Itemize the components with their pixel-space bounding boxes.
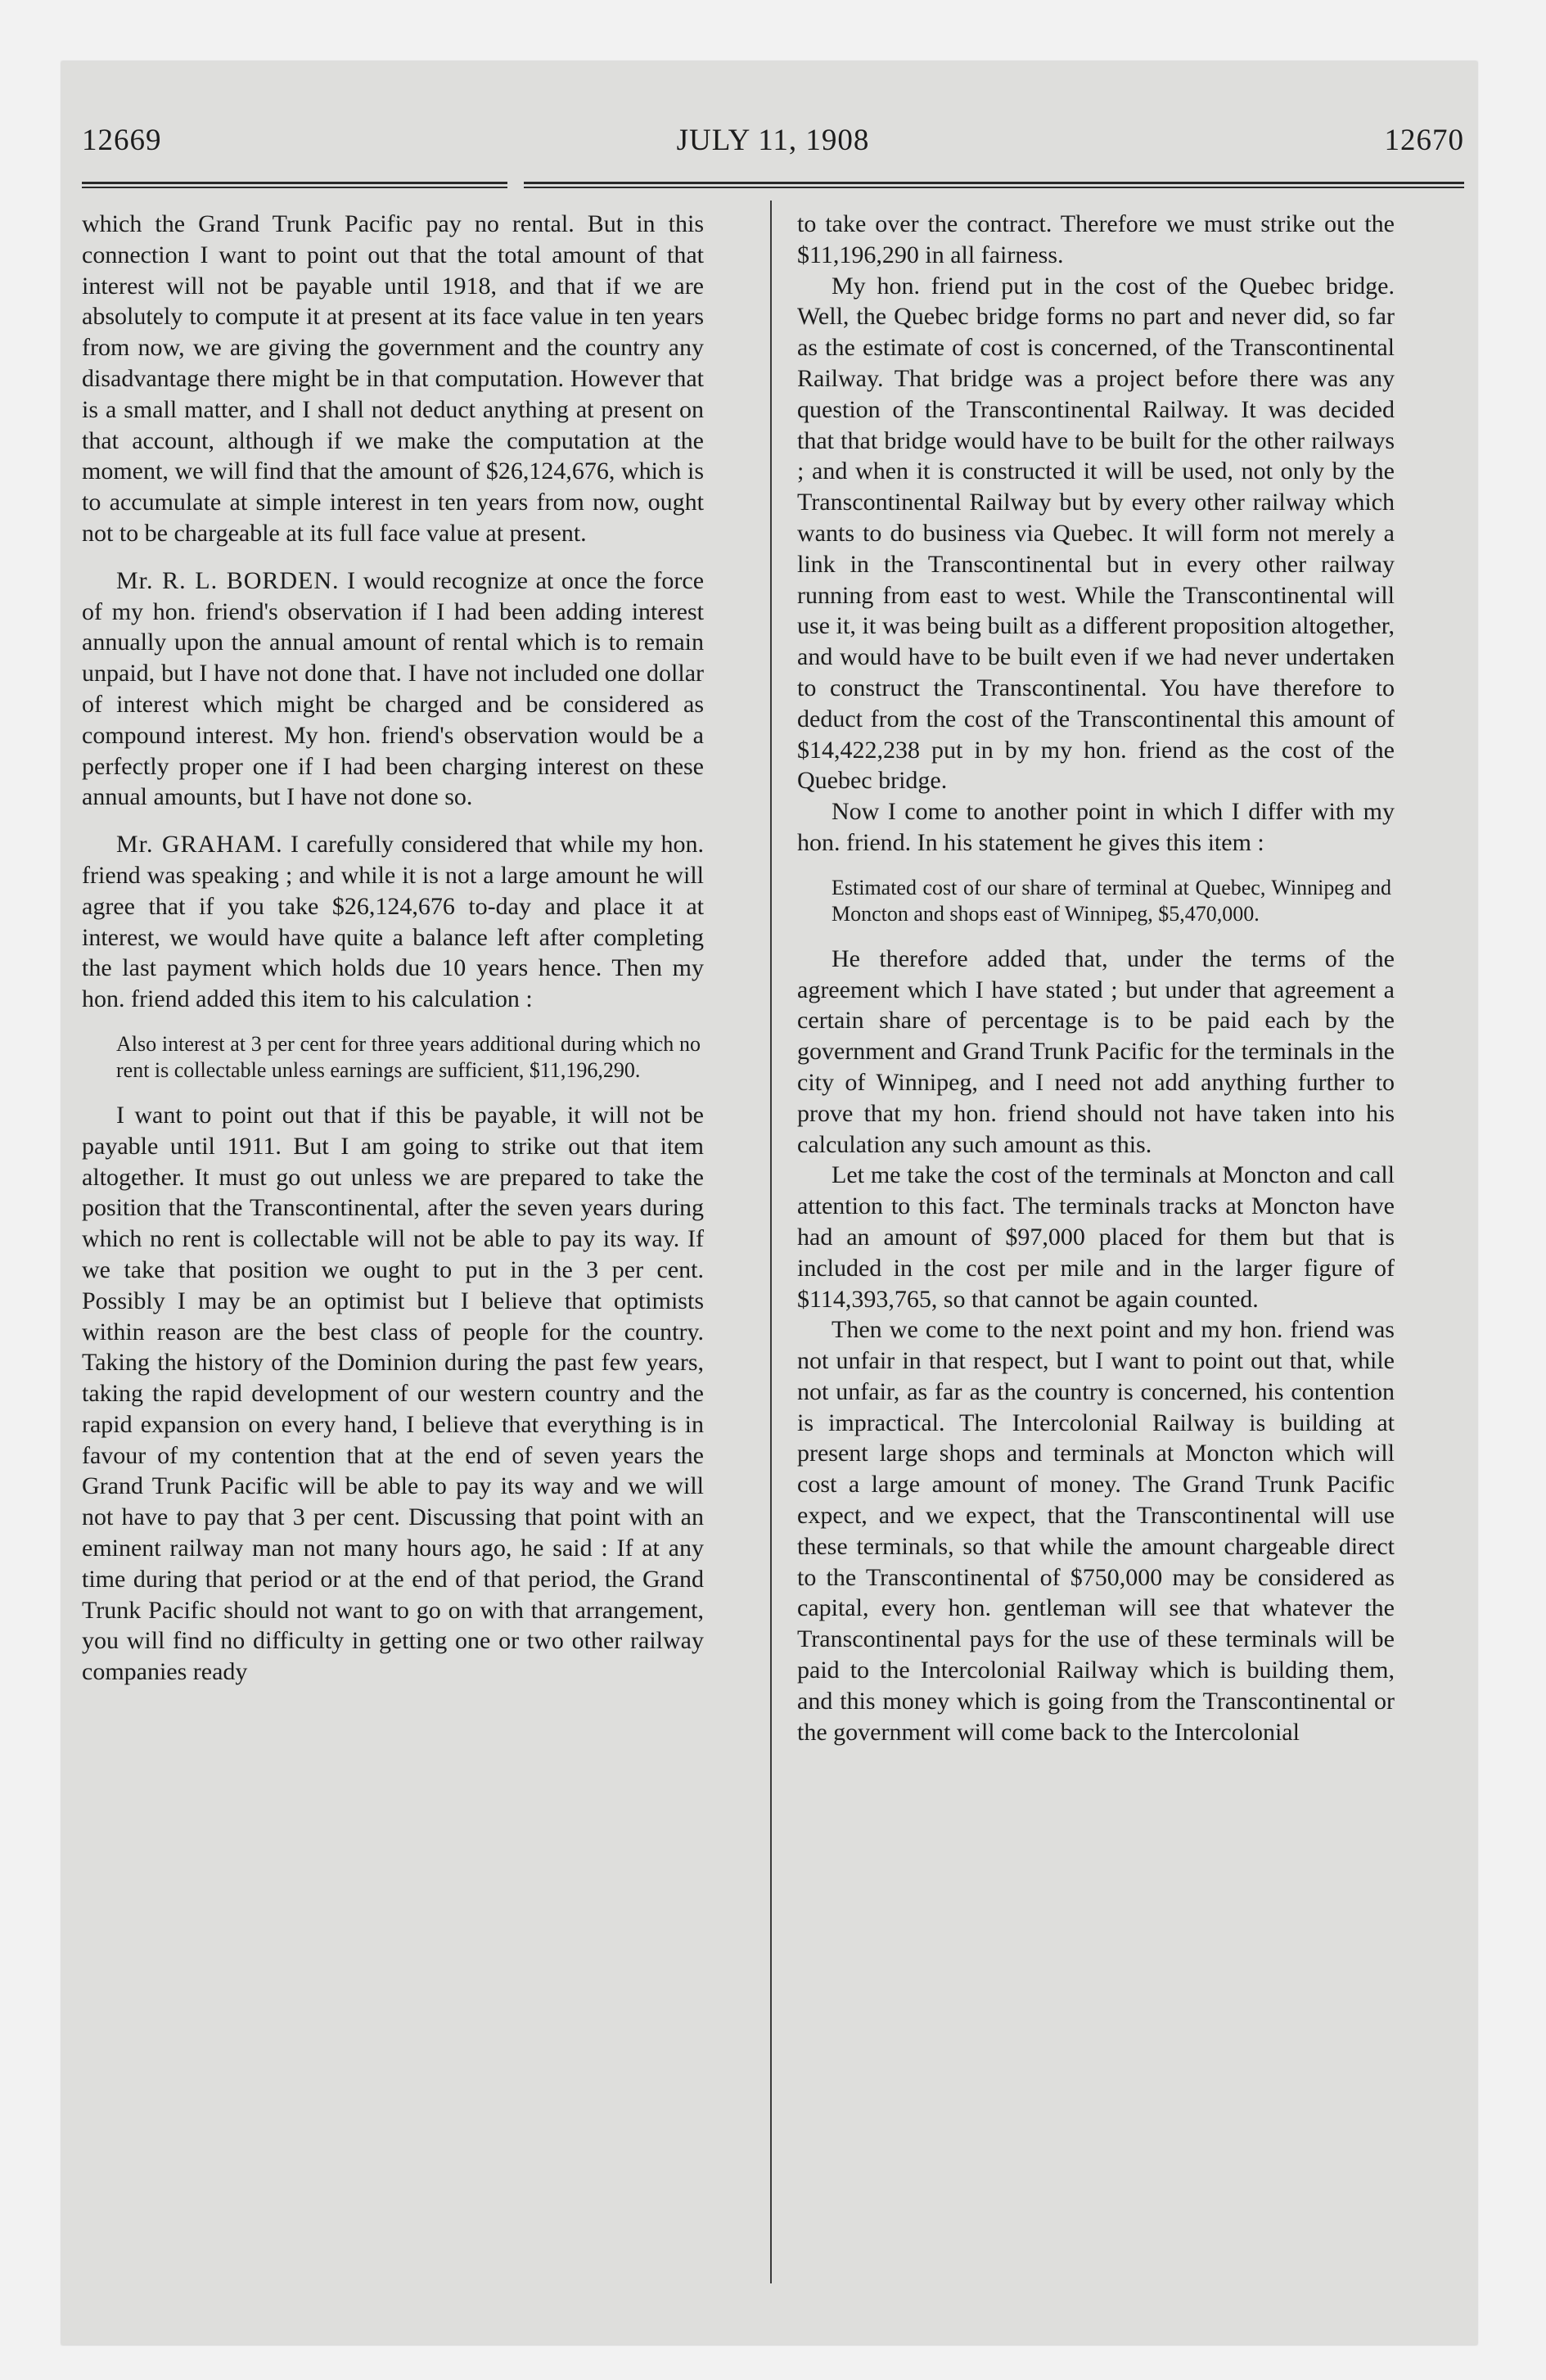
left-page-number: 12669 <box>82 124 162 157</box>
speech-borden <box>82 566 704 813</box>
right-column <box>797 209 1395 1747</box>
header-rule-right-thin <box>524 187 1464 188</box>
page-header <box>82 123 1464 172</box>
header-rule-left-thin <box>82 187 507 188</box>
quoted-item: Estimated cost of our share of terminal at Quebec, Winnipeg and Moncton and shops east of Winnipeg, $5,470,000. <box>832 875 1391 926</box>
column-divider <box>770 201 772 2283</box>
speech-graham <box>82 829 704 1015</box>
paragraph: He therefore added that, under the terms of the agreement which I have stated ; but under that agreement a certain share of percentage is to be paid each by the government and Grand Trunk Pacific for the terminals in the city of Winnipeg, and I need not add anything further to prove that my hon. friend should not have taken into his calculation any such amount as this. <box>797 944 1395 1158</box>
speaker-name: Mr. GRAHAM. <box>116 831 283 859</box>
paragraph: Then we come to the next point and my hon. friend was not unfair in that respect, but I want to point out that, while not unfair, as far as the country is concerned, his contention is impractical. The Intercolonial Railway is building at present large shops and terminals at Moncton which will cost a large amount of money. The Grand Trunk Pacific expect, and we expect, that the Transcontinental will use these terminals, so that while the amount chargeable direct to the Transcontinental of $750,000 may be considered as capital, every hon. gentleman will see that whatever the Transcontinental pays for the use of these terminals will be paid to the Intercolonial Railway which is building them, and this money which is going from the Transcontinental or the government will come back to the Intercolonial <box>797 1316 1395 1746</box>
paragraph: which the Grand Trunk Pacific pay no rental. But in this connection I want to point out that the total amount of that interest will not be payable until 1918, and that if we are absolutely to compute it at present at its face value in ten years from now, we are giving the government and the country any disadvantage there might be in that computation. However that is a small matter, and I shall not deduct anything at present on that account, although if we make the computation at the moment, we will find that the amount of $26,124,676, which is to accumulate at simple interest in ten years from now, ought not to be chargeable at its full face value at present. <box>82 210 704 547</box>
right-page-number: 12670 <box>1384 124 1464 157</box>
paragraph: I want to point out that if this be payable, it will not be payable until 1911. But I am going to strike out that item altogether. It must go out unless we are prepared to take the position that the Transcontinental, after the seven years during which no rent is collectable will not be able to pay its way. If we take that position we ought to put in the 3 per cent. Possibly I may be an optimist but I believe that optimists within reason are the best class of people for the country. Taking the history of the Dominion during the past few years, taking the rapid development of our western country and the rapid expansion on every hand, I believe that everything is in favour of my contention that at the end of seven years the Grand Trunk Pacific will be able to pay its way and we will not have to pay that 3 per cent. Discussing that point with an eminent railway man not many hours ago, he said : If at any time during that period or at the end of that period, the Grand Trunk Pacific should not want to go on with that arrangement, you will find no difficulty in getting one or two other railway companies ready <box>82 1101 704 1686</box>
left-column <box>82 209 704 1688</box>
speech-text: I would recognize at once the force of my hon. friend's observation if I had been adding interest annually upon the annual amount of rental which is to remain unpaid, but I have not done that. I have not included one dollar of interest which might be charged and be considered as compound interest. My hon. friend's observation would be a perfectly proper one if I had been charging interest on these annual amounts, but I have not done so. <box>82 566 705 811</box>
paragraph: Now I come to another point in which I differ with my hon. friend. In his statement he gives this item : <box>797 798 1395 856</box>
speaker-name: Mr. R. L. BORDEN. <box>116 566 340 594</box>
paragraph: to take over the contract. Therefore we must strike out the $11,196,290 in all fairness. <box>797 210 1395 268</box>
header-rule-left <box>82 182 507 184</box>
paragraph: My hon. friend put in the cost of the Quebec bridge. Well, the Quebec bridge forms no part and never did, so far as the estimate of cost is concerned, of the Transcontinental Railway. That bridge was a project before there was any question of the Transcontinental Railway. It was decided that that bridge would have to be built for the other railways ; and when it is constructed it will be used, not only by the Transcontinental Railway but by every other railway which wants to do business via Quebec. It will form not merely a link in the Transcontinental but in every other railway running from east to west. While the Transcontinental will use it, it was being built as a different proposition altogether, and would have to be built even if we had never undertaken to construct the Transcontinental. You have therefore to deduct from the cost of the Transcontinental this amount of $14,422,238 put in by my hon. friend as the cost of the Quebec bridge. <box>797 272 1395 795</box>
quoted-item: Also interest at 3 per cent for three years additional during which no rent is collectable unless earnings are sufficient, $11,196,290. <box>116 1031 701 1082</box>
paragraph: Let me take the cost of the terminals at Moncton and call attention to this fact. The terminals tracks at Moncton have had an amount of $97,000 placed for them but that is included in the cost per mile and in the larger figure of $114,393,765, so that cannot be again counted. <box>797 1161 1395 1313</box>
header-rule-right <box>524 182 1464 184</box>
speech-text: I carefully considered that while my hon. friend was speaking ; and while it is not a large amount he will agree that if you take $26,124,676 to-day and place it at interest, we would have quite a balance left after completing the last payment which holds due 10 years hence. Then my hon. friend added this item to his calculation : <box>82 831 704 1013</box>
page-date: JULY 11, 1908 <box>676 124 870 157</box>
